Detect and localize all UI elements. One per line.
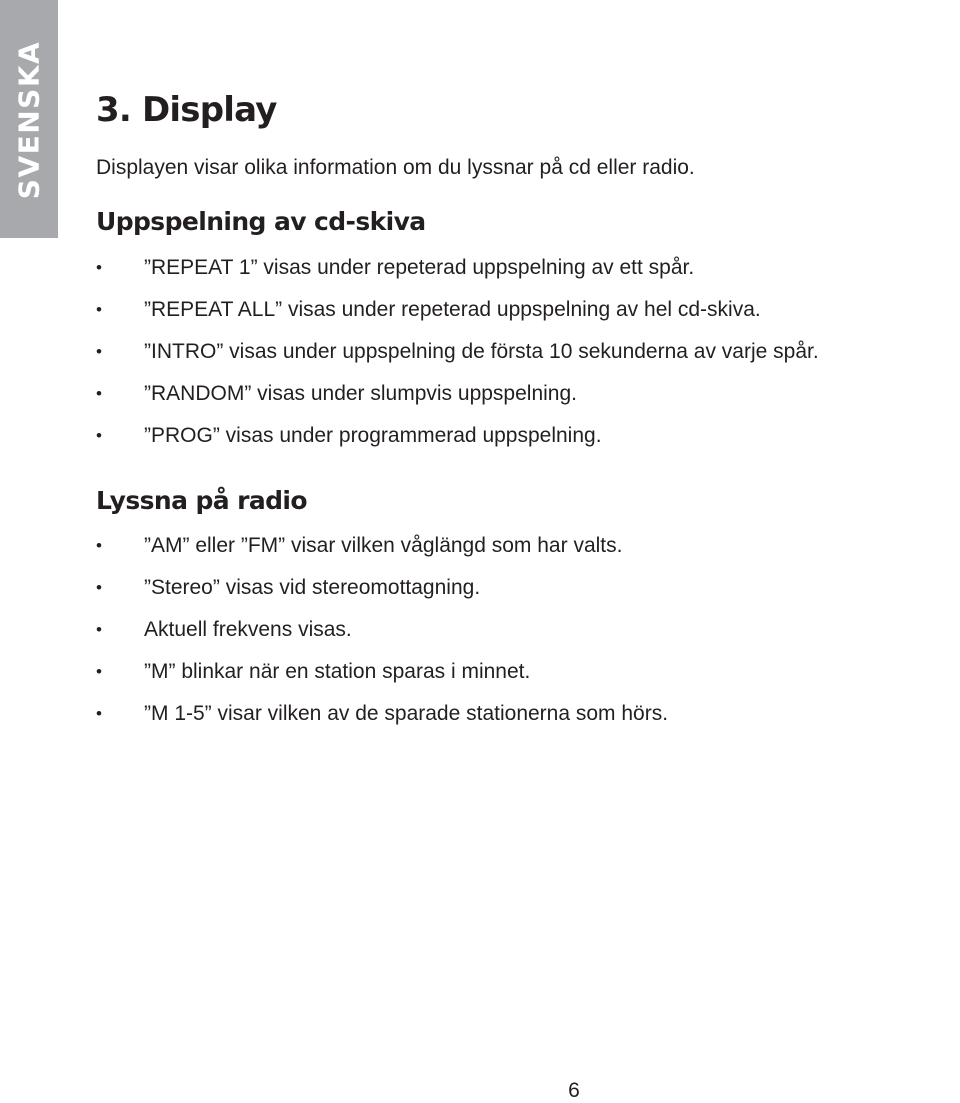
list-item: [96, 616, 668, 658]
list-item: [96, 380, 819, 422]
bullet-icon: •: [96, 258, 102, 277]
bullet-icon: •: [96, 704, 102, 723]
language-side-tab: [0, 0, 58, 238]
bullet-icon: •: [96, 426, 102, 445]
list-item-text: Aktuell frekvens visas.: [144, 618, 352, 641]
bullet-icon: •: [96, 662, 102, 681]
bullet-icon: •: [96, 536, 102, 555]
bullet-icon: •: [96, 300, 102, 319]
list-item: [96, 296, 819, 338]
cd-section-heading: Uppspelning av cd-skiva: [96, 207, 426, 236]
list-item-text: ”INTRO” visas under uppspelning de första 10 sekunderna av varje spår.: [144, 340, 819, 363]
list-item-text: ”PROG” visas under programmerad uppspelning.: [144, 424, 602, 447]
list-item-text: ”M 1-5” visar vilken av de sparade stationerna som hörs.: [144, 702, 669, 725]
list-item: [96, 574, 668, 616]
bullet-icon: •: [96, 342, 102, 361]
language-tab-label: SVENSKA: [12, 40, 46, 200]
list-item: [96, 658, 668, 700]
bullet-icon: •: [96, 620, 102, 639]
list-item-text: ”RANDOM” visas under slumpvis uppspelning.: [144, 382, 577, 405]
list-item: [96, 422, 819, 464]
intro-paragraph: Displayen visar olika information om du lyssnar på cd eller radio.: [96, 156, 695, 179]
bullet-icon: •: [96, 384, 102, 403]
list-item: [96, 700, 668, 742]
radio-section-heading: Lyssna på radio: [96, 486, 307, 515]
list-item: [96, 532, 668, 574]
list-item: [96, 338, 819, 380]
list-item: [96, 254, 819, 296]
cd-bullet-list: [96, 254, 819, 464]
page-title: 3. Display: [96, 90, 277, 130]
bullet-icon: •: [96, 578, 102, 597]
list-item-text: ”REPEAT ALL” visas under repeterad uppspelning av hel cd-skiva.: [144, 298, 761, 321]
list-item-text: ”Stereo” visas vid stereomottagning.: [144, 576, 481, 599]
page-number: 6: [568, 1079, 580, 1102]
list-item-text: ”M” blinkar när en station sparas i minnet.: [144, 660, 531, 683]
radio-bullet-list: [96, 532, 668, 742]
list-item-text: ”REPEAT 1” visas under repeterad uppspelning av ett spår.: [144, 256, 695, 279]
list-item-text: ”AM” eller ”FM” visar vilken våglängd som har valts.: [144, 534, 623, 557]
